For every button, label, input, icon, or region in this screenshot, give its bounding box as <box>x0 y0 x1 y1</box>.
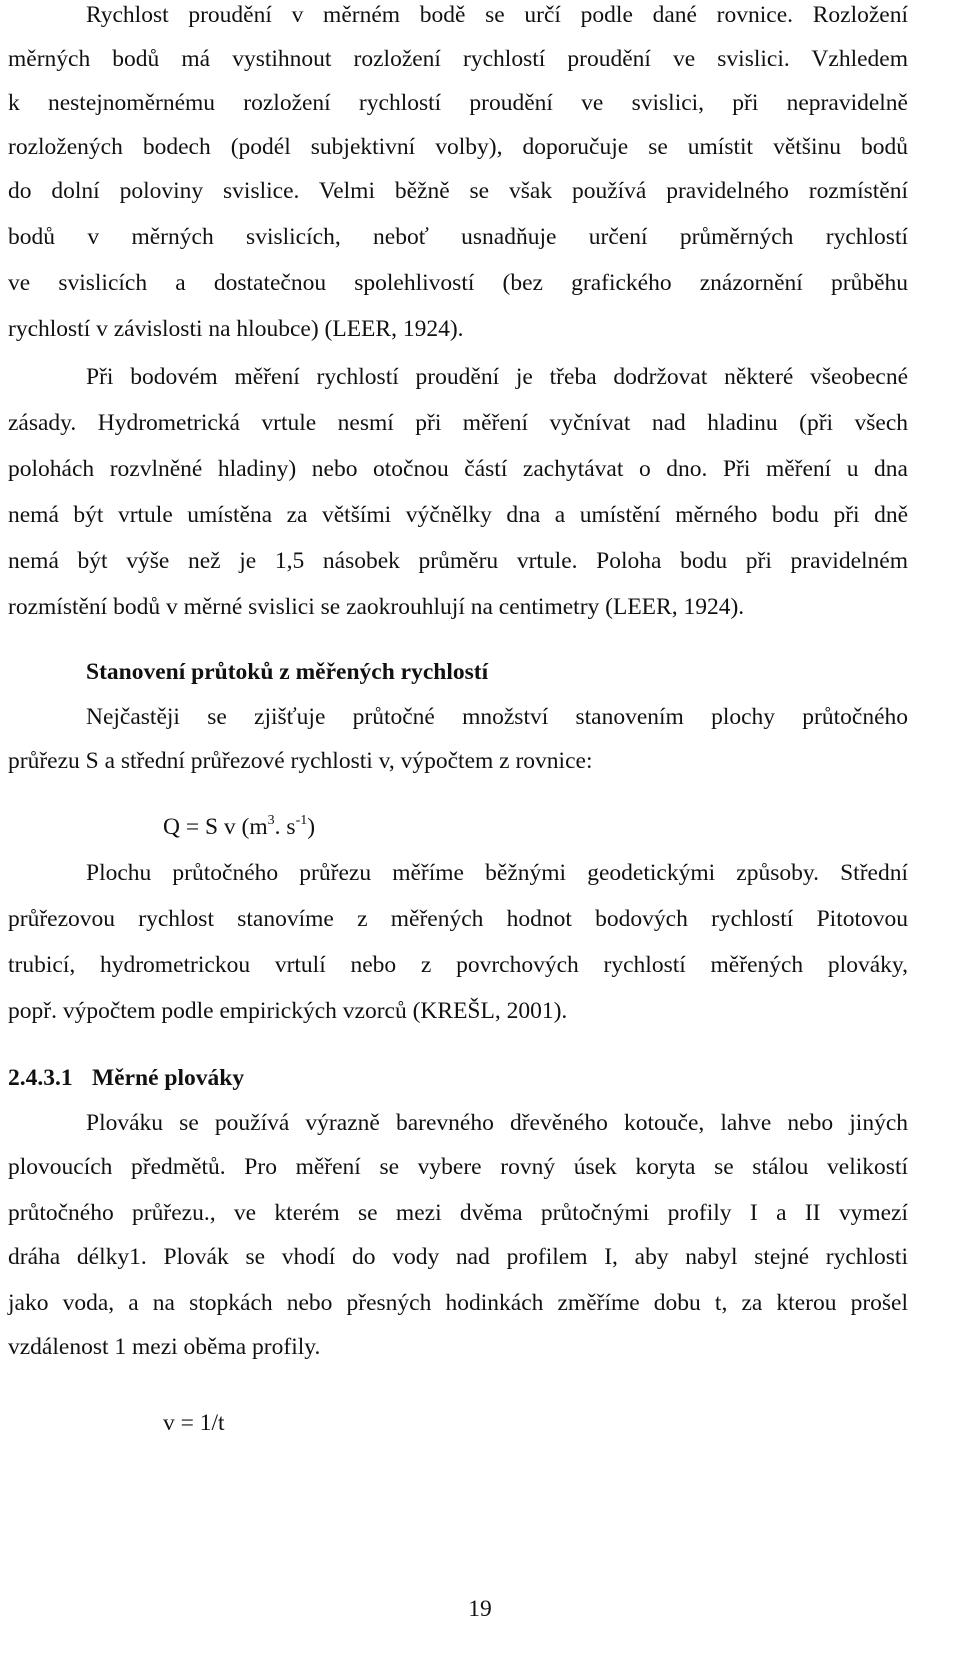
text-line: Plochu průtočného průřezu měříme běžnými geodetickými způsoby. Střední <box>86 860 908 886</box>
text-line: zásady. Hydrometrická vrtule nesmí při měření vyčnívat nad hladinu (při všech <box>8 410 908 436</box>
text-line: dráha délky1. Plovák se vhodí do vody nad profilem I, aby nabyl stejné rychlosti <box>8 1244 908 1270</box>
text-line: Nejčastěji se zjišťuje průtočné množství stanovením plochy průtočného <box>86 704 908 730</box>
text-line: průřezovou rychlost stanovíme z měřených hodnot bodových rychlostí Pitotovou <box>8 906 908 932</box>
text-line: plovoucích předmětů. Pro měření se vybere rovný úsek koryta se stálou velikostí <box>8 1154 908 1180</box>
subsection-title: Měrné plováky <box>92 1065 245 1091</box>
text-line: jako voda, a na stopkách nebo přesných hodinkách změříme dobu t, za kterou prošel <box>8 1290 908 1316</box>
text-line: měrných bodů má vystihnout rozložení rychlostí proudění ve svislici. Vzhledem <box>8 46 908 72</box>
text-line: vzdálenost 1 mezi oběma profily. <box>8 1334 321 1360</box>
text-line: popř. výpočtem podle empirických vzorců (KREŠL, 2001). <box>8 998 568 1024</box>
section-heading: Stanovení průtoků z měřených rychlostí <box>86 659 489 685</box>
text-line: ve svislicích a dostatečnou spolehlivostí (bez grafického znázornění průběhu <box>8 270 908 296</box>
text-line: bodů v měrných svislicích, neboť usnadňuje určení průměrných rychlostí <box>8 224 908 250</box>
text-line: rozmístění bodů v měrné svislici se zaokrouhlují na centimetry (LEER, 1924). <box>8 594 745 620</box>
formula-velocity: v = 1/t <box>163 1410 225 1436</box>
text-line: průtočného průřezu., ve kterém se mezi dvěma průtočnými profily I a II vymezí <box>8 1200 908 1226</box>
text-line: nemá být výše než je 1,5 násobek průměru vrtule. Poloha bodu při pravidelném <box>8 548 908 574</box>
text-line: polohách rozvlněné hladiny) nebo otočnou částí zachytávat o dno. Při měření u dna <box>8 456 908 482</box>
subsection-heading <box>8 1063 908 1093</box>
text-line: Při bodovém měření rychlostí proudění je třeba dodržovat některé všeobecné <box>86 364 908 390</box>
text-line: rozložených bodech (podél subjektivní volby), doporučuje se umístit většinu bodů <box>8 134 908 160</box>
text-line: Rychlost proudění v měrném bodě se určí podle dané rovnice. Rozložení <box>86 2 908 28</box>
text-line: rychlostí v závislosti na hloubce) (LEER, 1924). <box>8 316 464 342</box>
subsection-number: 2.4.3.1 <box>8 1065 73 1091</box>
text-line: nemá být vrtule umístěna za většími výčnělky dna a umístění měrného bodu při dně <box>8 502 908 528</box>
text-line: do dolní poloviny svislice. Velmi běžně se však používá pravidelného rozmístění <box>8 178 908 204</box>
text-line: Plováku se používá výrazně barevného dřevěného kotouče, lahve nebo jiných <box>86 1110 908 1136</box>
text-line: trubicí, hydrometrickou vrtulí nebo z povrchových rychlostí měřených plováky, <box>8 952 908 978</box>
formula-discharge: Q = S v ($m^3$. $s^{-1}$) <box>163 813 316 840</box>
text-line: průřezu S a střední průřezové rychlosti v, výpočtem z rovnice: <box>8 748 593 774</box>
text-line: k nestejnoměrnému rozložení rychlostí proudění ve svislici, při nepravidelně <box>8 90 908 116</box>
page-number: 19 <box>468 1596 492 1622</box>
